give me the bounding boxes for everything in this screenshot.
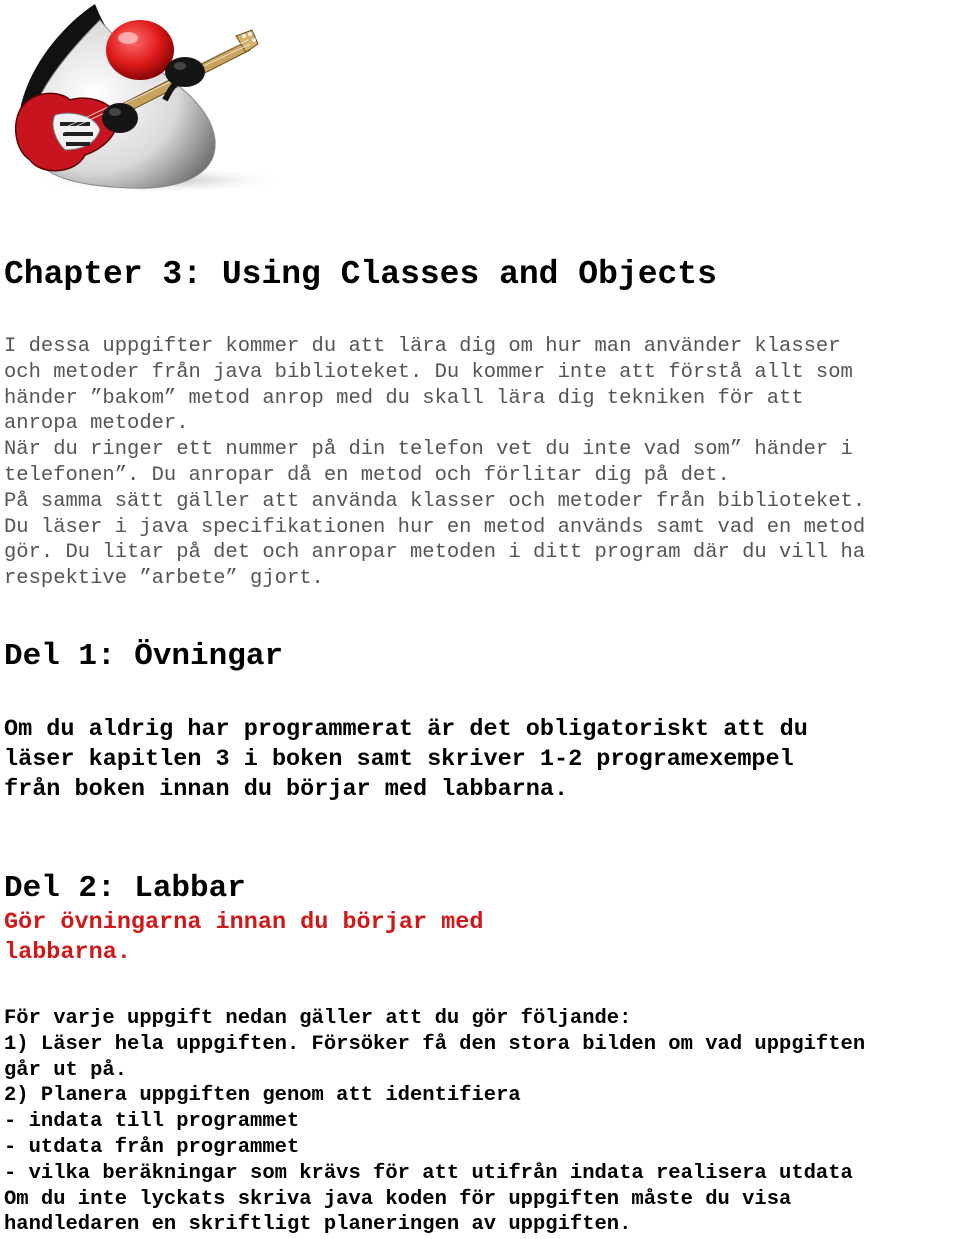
instruction-line: handledaren en skriftligt planeringen av uppgiften.: [4, 1213, 632, 1237]
instruction-line: - utdata från programmet: [4, 1135, 300, 1159]
instruction-line: - indata till programmet: [4, 1110, 300, 1134]
instruction-line: - vilka beräkningar som krävs för att utifrån indata realisera utdata: [4, 1161, 853, 1185]
intro-line: anropa metoder.: [4, 412, 189, 436]
instruction-line: För varje uppgift nedan gäller att du gör följande:: [4, 1007, 632, 1030]
intro-line: telefonen”. Du anropar då en metod och förlitar dig på det.: [4, 463, 730, 487]
intro-line: I dessa uppgifter kommer du att lära dig om hur man använder klasser: [4, 335, 841, 358]
section-2-instructions: [4, 1006, 865, 1238]
intro-line: Du läser i java specifikationen hur en metod används samt vad en metod: [4, 515, 866, 539]
java-duke-guitar-mascot-icon: [0, 0, 300, 200]
intro-line: händer ”bakom” metod anrop med du skall lära dig tekniken för att: [4, 386, 804, 410]
note-line: Gör övningarna innan du börjar med: [4, 909, 484, 936]
instruction-line: 1) Läser hela uppgiften. Försöker få den stora bilden om vad uppgiften: [4, 1032, 866, 1056]
section-2-note: [4, 908, 483, 968]
note-line: labbarna.: [4, 939, 131, 966]
intro-line: gör. Du litar på det och anropar metoden i ditt program där du vill ha: [4, 541, 866, 565]
section-1-paragraph: [4, 715, 808, 805]
intro-line: På samma sätt gäller att använda klasser och metoder från biblioteket.: [4, 489, 866, 513]
instruction-line: går ut på.: [4, 1058, 128, 1082]
intro-line: respektive ”arbete” gjort.: [4, 567, 324, 591]
section-1-line: Om du aldrig har programmerat är det obligatoriskt att du: [4, 716, 808, 743]
intro-line: När du ringer ett nummer på din telefon vet du inte vad som” händer i: [4, 438, 853, 462]
section-1-line: läser kapitlen 3 i boken samt skriver 1-2 programexempel: [4, 746, 794, 773]
instruction-line: Om du inte lyckats skriva java koden för uppgiften måste du visa: [4, 1187, 792, 1211]
section-2-heading: Del 2: Labbar: [4, 871, 246, 906]
intro-line: och metoder från java biblioteket. Du kommer inte att förstå allt som: [4, 360, 853, 384]
chapter-title: Chapter 3: Using Classes and Objects: [4, 256, 717, 293]
instruction-line: 2) Planera uppgiften genom att identifiera: [4, 1084, 521, 1108]
section-1-line: från boken innan du börjar med labbarna.: [4, 776, 569, 803]
section-1-heading: Del 1: Övningar: [4, 639, 284, 674]
intro-paragraph: [4, 334, 865, 592]
